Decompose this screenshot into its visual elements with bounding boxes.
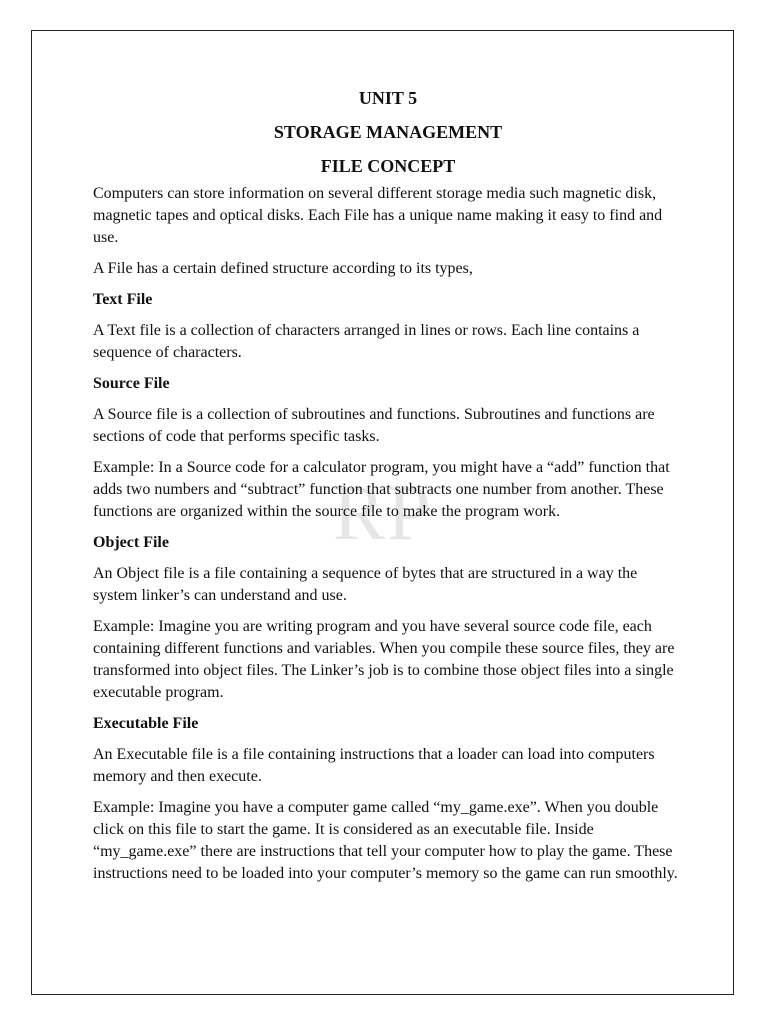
watermark: RP: [333, 469, 433, 556]
file-concept-heading: FILE CONCEPT: [320, 156, 456, 176]
text-file-paragraph: A Text file is a collection of characters arranged in lines or rows. Each line contains a sequence of characters.: [93, 322, 640, 361]
text-file-heading: Text File: [93, 291, 153, 308]
executable-file-heading: Executable File: [93, 715, 199, 732]
storage-management-heading: STORAGE MANAGEMENT: [273, 122, 503, 142]
source-file-example: Example: In a Source code for a calculator program, you might have a “add” function that adds two numbers and “subtract” function that subtracts one number from another. These functions are organized within the source file to make the program work.: [93, 459, 670, 520]
document-content: [93, 86, 683, 894]
unit-heading: UNIT 5: [358, 88, 418, 108]
object-file-paragraph: An Object file is a file containing a sequence of bytes that are structured in a way the system linker’s can understand and use.: [93, 565, 638, 604]
intro-paragraph: Computers can store information on several different storage media such magnetic disk, magnetic tapes and optical disks. Each File has a unique name making it easy to find and use.: [93, 185, 663, 246]
object-file-example: Example: Imagine you are writing program and you have several source code file, each containing different functions and variables. When you compile these source files, they are transformed into object files. The Linker’s job is to combine those object files into a single executable program.: [93, 618, 675, 701]
object-file-heading: Object File: [93, 534, 169, 551]
executable-file-paragraph: An Executable file is a file containing instructions that a loader can load into computers memory and then execute.: [93, 746, 655, 785]
executable-file-example: Example: Imagine you have a computer game called “my_game.exe”. When you double click on this file to start the game. It is considered as an executable file. Inside “my_game.exe” there are instructions that tell your computer how to play the game. These instructions need to be loaded into your computer’s memory so the game can run smoothly.: [93, 799, 678, 882]
source-file-paragraph: A Source file is a collection of subroutines and functions. Subroutines and functions are sections of code that performs specific tasks.: [93, 406, 655, 445]
source-file-heading: Source File: [93, 375, 170, 392]
structure-paragraph: A File has a certain defined structure according to its types,: [93, 260, 473, 277]
